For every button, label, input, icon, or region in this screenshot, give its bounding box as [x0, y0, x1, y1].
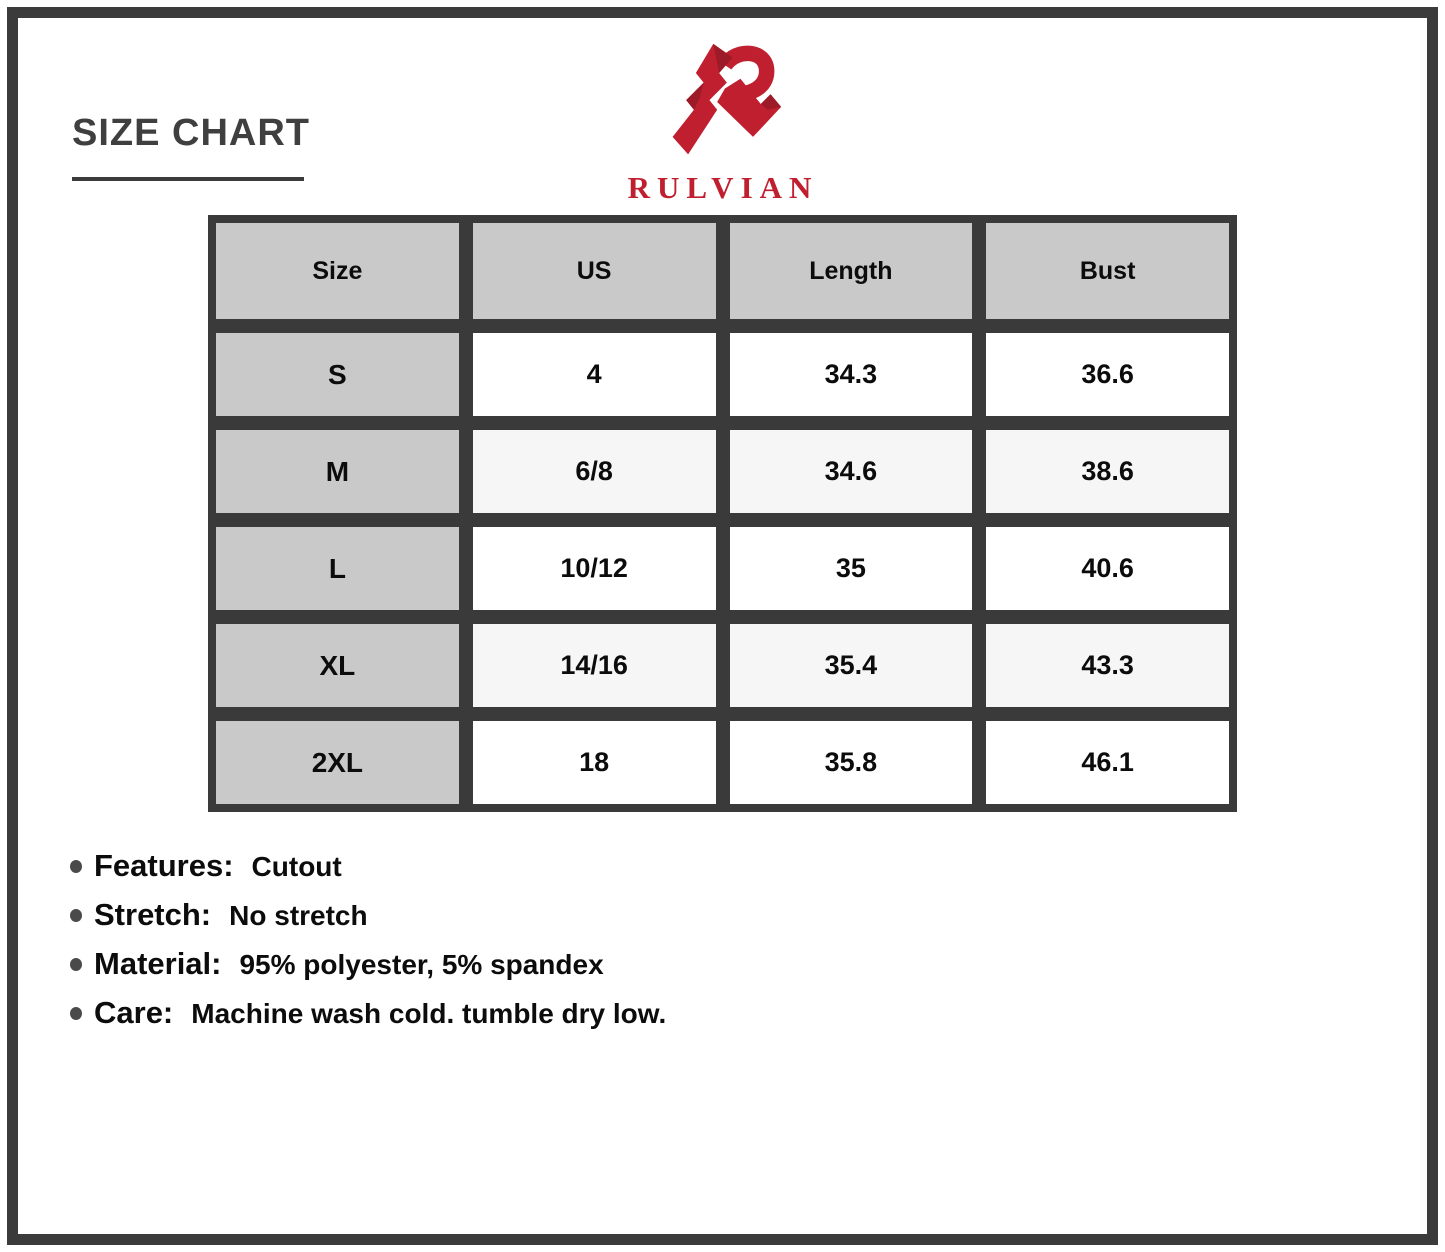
bust-cell: 43.3 [986, 624, 1229, 707]
detail-label: Stretch: [94, 897, 212, 932]
us-cell: 14/16 [473, 624, 716, 707]
detail-value: Machine wash cold. tumble dry low. [191, 998, 667, 1029]
header-cell-us: US [473, 223, 716, 319]
title-block [72, 112, 310, 181]
us-cell: 4 [473, 333, 716, 416]
bust-cell: 46.1 [986, 721, 1229, 804]
size-cell: L [216, 527, 459, 610]
header-cell-size: Size [216, 223, 459, 319]
detail-value: Cutout [251, 851, 342, 882]
length-cell: 34.6 [730, 430, 973, 513]
bust-cell: 36.6 [986, 333, 1229, 416]
detail-label: Features: [94, 848, 234, 883]
bullet-icon [70, 860, 82, 873]
us-cell: 6/8 [473, 430, 716, 513]
size-cell: XL [216, 624, 459, 707]
product-details-list [70, 848, 666, 1031]
detail-label: Material: [94, 946, 222, 981]
detail-value: 95% polyester, 5% spandex [239, 949, 604, 980]
bullet-icon [70, 909, 82, 922]
size-cell: S [216, 333, 459, 416]
title-underline [72, 177, 304, 181]
list-item [70, 897, 666, 933]
detail-value: No stretch [229, 900, 368, 931]
detail-label: Care: [94, 995, 174, 1030]
us-cell: 18 [473, 721, 716, 804]
bust-cell: 38.6 [986, 430, 1229, 513]
size-cell: 2XL [216, 721, 459, 804]
size-chart-table [208, 215, 1237, 812]
brand-logo [598, 40, 848, 206]
length-cell: 34.3 [730, 333, 973, 416]
length-cell: 35.4 [730, 624, 973, 707]
bust-cell: 40.6 [986, 527, 1229, 610]
size-cell: M [216, 430, 459, 513]
us-cell: 10/12 [473, 527, 716, 610]
list-item [70, 995, 666, 1031]
length-cell: 35 [730, 527, 973, 610]
bullet-icon [70, 958, 82, 971]
list-item [70, 946, 666, 982]
page-title: SIZE CHART [72, 112, 310, 154]
header-cell-length: Length [730, 223, 973, 319]
list-item [70, 848, 666, 884]
brand-name: RULVIAN [627, 170, 819, 205]
bullet-icon [70, 1007, 82, 1020]
length-cell: 35.8 [730, 721, 973, 804]
rulvian-r-monogram-icon [662, 40, 784, 166]
header-cell-bust: Bust [986, 223, 1229, 319]
